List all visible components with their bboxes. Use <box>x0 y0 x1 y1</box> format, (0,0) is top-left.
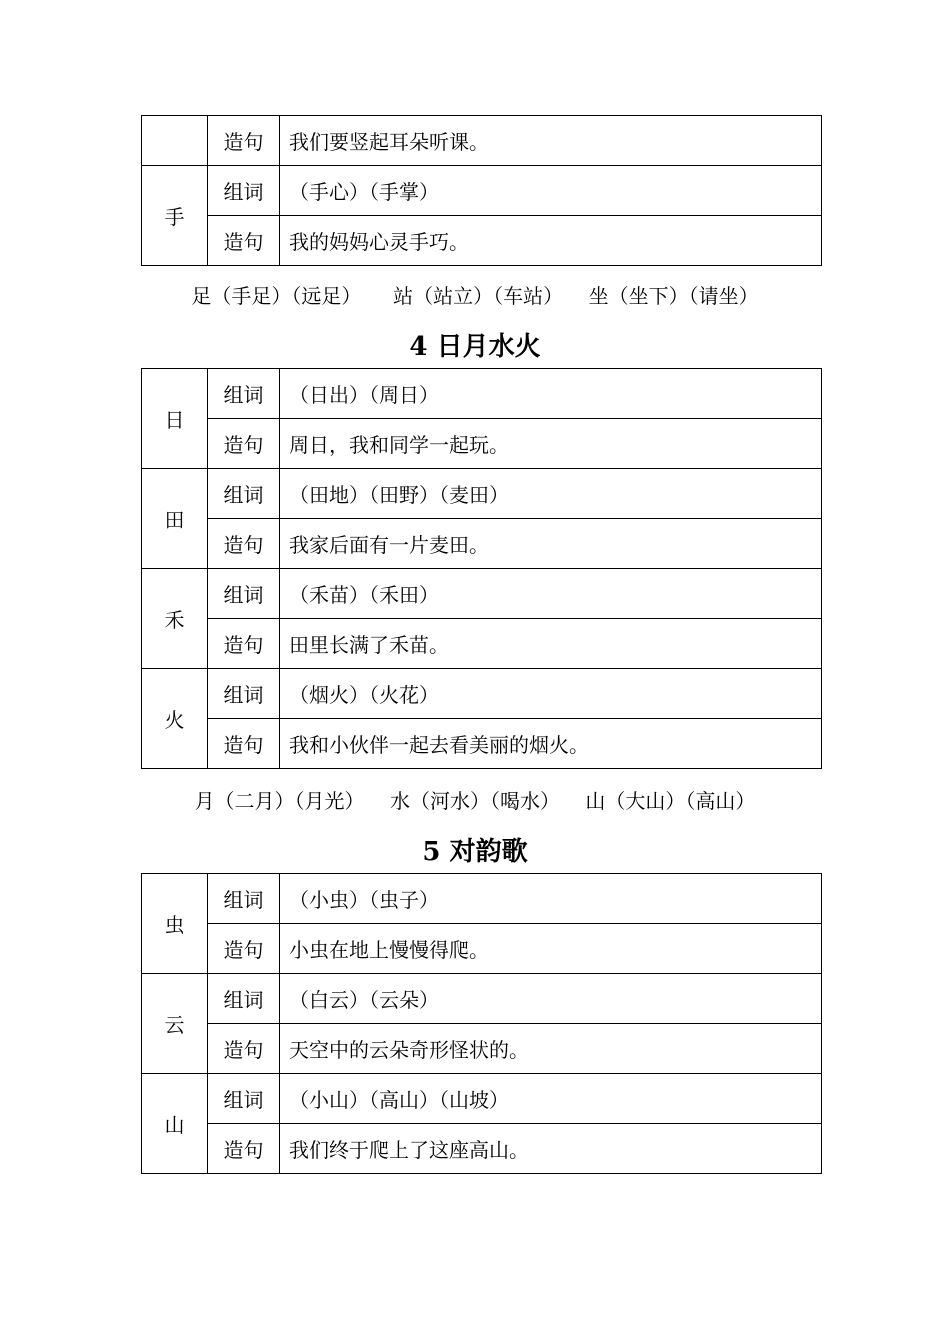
label-cell: 组词 <box>208 1074 280 1124</box>
character-cell: 田 <box>142 469 208 569</box>
character-cell: 禾 <box>142 569 208 669</box>
label-cell: 造句 <box>208 519 280 569</box>
table-row <box>142 719 822 769</box>
label-cell: 造句 <box>208 719 280 769</box>
sentence-cell: 我们要竖起耳朵听课。 <box>280 116 822 166</box>
character-cell: 虫 <box>142 874 208 974</box>
table-row <box>142 1024 822 1074</box>
table-row <box>142 116 822 166</box>
label-cell: 造句 <box>208 1124 280 1174</box>
label-cell: 造句 <box>208 619 280 669</box>
label-cell: 组词 <box>208 469 280 519</box>
table-row <box>142 369 822 419</box>
label-cell: 组词 <box>208 166 280 216</box>
sentence-cell: 天空中的云朵奇形怪状的。 <box>280 1024 822 1074</box>
sentence-cell: 田里长满了禾苗。 <box>280 619 822 669</box>
label-cell: 组词 <box>208 874 280 924</box>
sentence-cell: 小虫在地上慢慢得爬。 <box>280 924 822 974</box>
section-title: 4 日月水火 <box>409 332 541 362</box>
words-cell: （日出）（周日） <box>280 369 822 419</box>
section-title: 5 对韵歌 <box>422 837 528 867</box>
character-cell: 手 <box>142 166 208 266</box>
label-cell: 组词 <box>208 974 280 1024</box>
words-cell: （小虫）（虫子） <box>280 874 822 924</box>
label-cell: 组词 <box>208 669 280 719</box>
words-cell: （禾苗）（禾田） <box>280 569 822 619</box>
sentence-cell: 我家后面有一片麦田。 <box>280 519 822 569</box>
extra-words-line: 足（手足）（远足） 站（站立）（车站） 坐（坐下）（请坐） <box>191 284 759 308</box>
character-cell: 山 <box>142 1074 208 1174</box>
label-cell: 造句 <box>208 216 280 266</box>
table-row <box>142 469 822 519</box>
table-row <box>142 519 822 569</box>
table-row <box>142 569 822 619</box>
words-cell: （手心）（手掌） <box>280 166 822 216</box>
extra-words-line: 月（二月）（月光） 水（河水）（喝水） 山（大山）（高山） <box>194 789 756 813</box>
character-cell: 日 <box>142 369 208 469</box>
words-cell: （小山）（高山）（山坡） <box>280 1074 822 1124</box>
character-cell: 云 <box>142 974 208 1074</box>
label-cell: 造句 <box>208 924 280 974</box>
vocab-table-section4 <box>141 368 822 769</box>
words-cell: （白云）（云朵） <box>280 974 822 1024</box>
vocab-table-continued <box>141 115 822 266</box>
words-cell: （烟火）（火花） <box>280 669 822 719</box>
table-row <box>142 974 822 1024</box>
table-row <box>142 669 822 719</box>
label-cell: 组词 <box>208 369 280 419</box>
label-cell: 造句 <box>208 419 280 469</box>
table-row <box>142 874 822 924</box>
label-cell: 组词 <box>208 569 280 619</box>
sentence-cell: 我和小伙伴一起去看美丽的烟火。 <box>280 719 822 769</box>
sentence-cell: 我的妈妈心灵手巧。 <box>280 216 822 266</box>
table-row <box>142 1124 822 1174</box>
table-row <box>142 419 822 469</box>
vocab-table-section5 <box>141 873 822 1174</box>
table-row <box>142 1074 822 1124</box>
character-cell <box>142 116 208 166</box>
table-row <box>142 216 822 266</box>
sentence-cell: 我们终于爬上了这座高山。 <box>280 1124 822 1174</box>
table-row <box>142 166 822 216</box>
sentence-cell: 周日，我和同学一起玩。 <box>280 419 822 469</box>
table-row <box>142 619 822 669</box>
words-cell: （田地）（田野）（麦田） <box>280 469 822 519</box>
label-cell: 造句 <box>208 1024 280 1074</box>
table-row <box>142 924 822 974</box>
label-cell: 造句 <box>208 116 280 166</box>
character-cell: 火 <box>142 669 208 769</box>
